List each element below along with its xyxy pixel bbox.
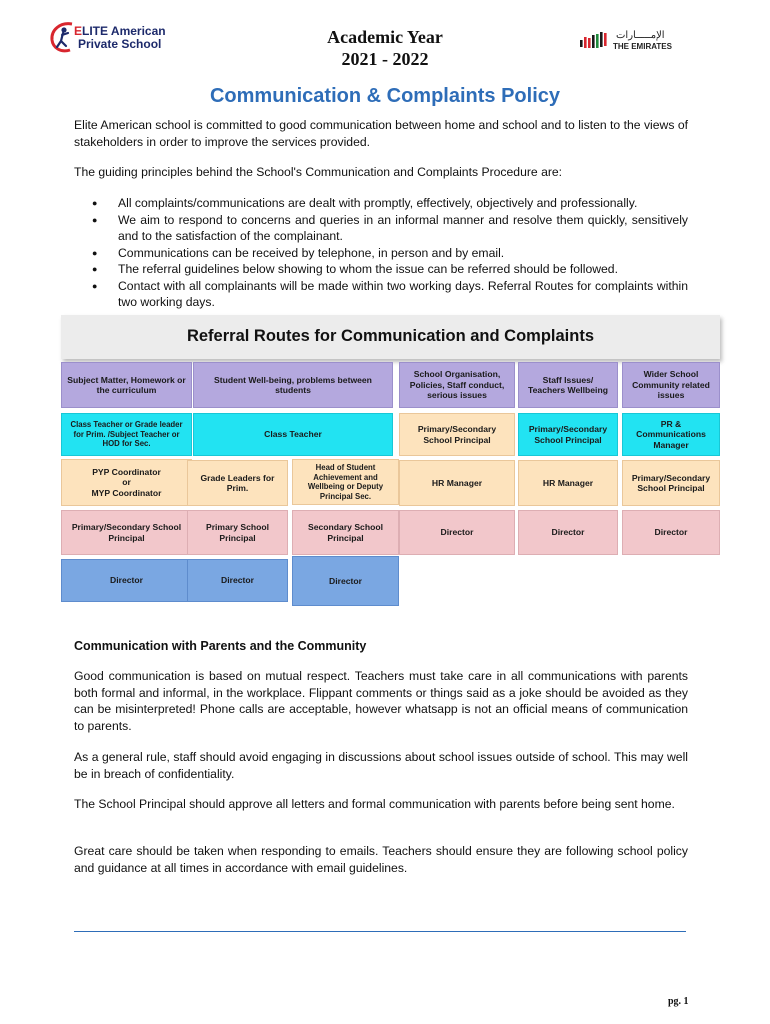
route-director: Director	[399, 510, 515, 555]
intro-paragraph: Elite American school is committed to good communication between home and school and to listen to the views of stakeholders in order to improve the services provided.	[74, 118, 688, 149]
route-school-principal: Primary/Secondary School Principal	[622, 460, 720, 506]
parents-paragraph: Good communication is based on mutual respect. Teachers must take care in all communications with parents both formal and informal, in the workplace. Flippant comments or things said as a joke should be avoided as they can be misinterpreted! Phone calls are acceptable, however whatsapp is not an official means of communication to parents.	[74, 669, 688, 733]
route-class-teacher: Class Teacher	[193, 413, 393, 456]
parents-paragraph: As a general rule, staff should avoid engaging in discussions about school issues outside of school. This may well be in breach of confidentiality.	[74, 750, 688, 781]
emirates-logo-english: THE EMIRATES	[613, 42, 672, 51]
principle-item: ● The referral guidelines below showing to whom the issue can be referred should be followed.	[92, 261, 688, 278]
route-pr-communications: PR & Communications Manager	[622, 413, 720, 456]
principle-item: ● Communications can be received by telephone, in person and by email.	[92, 245, 688, 262]
route-student-wellbeing: Student Well-being, problems between students	[193, 362, 393, 408]
emirates-logo-arabic: الإمـــــارات	[616, 30, 665, 41]
route-director: Director	[518, 510, 618, 555]
route-school-principal: Primary/Secondary School Principal	[518, 413, 618, 456]
school-logo-name-line2: Private School	[78, 37, 162, 51]
route-secondary-principal: Secondary School Principal	[292, 510, 399, 555]
principle-item: ● We aim to respond to concerns and queries in an informal manner and resolve them quickly, sensitively and to the satisfaction of the complainant.	[92, 212, 688, 245]
route-class-teacher-or-hod: Class Teacher or Grade leader for Prim. /Subject Teacher or HOD for Sec.	[61, 413, 192, 456]
route-staff-issues: Staff Issues/ Teachers Wellbeing	[518, 362, 618, 408]
principle-item: ● All complaints/communications are dealt with promptly, effectively, objectively and professionally.	[92, 195, 688, 212]
route-grade-leaders: Grade Leaders for Prim.	[187, 460, 288, 506]
policy-title: Communication & Complaints Policy	[209, 85, 561, 107]
emirates-logo	[580, 30, 690, 54]
page-number: pg. 1	[668, 996, 689, 1007]
route-pyp-myp-coordinator: PYP Coordinator or MYP Coordinator	[61, 459, 192, 506]
parents-paragraph: The School Principal should approve all letters and formal communication with parents before being sent home.	[74, 797, 675, 811]
parents-paragraph: Great care should be taken when responding to emails. Teachers should ensure they are following school policy and guidance at all times in accordance with email guidelines.	[74, 844, 688, 875]
route-wider-community: Wider School Community related issues	[622, 362, 720, 408]
route-director: Director	[622, 510, 720, 555]
principles-list	[92, 195, 688, 311]
route-director: Director	[61, 559, 192, 602]
academic-year-label: Academic Year	[327, 27, 443, 47]
route-director: Director	[292, 556, 399, 606]
footer-divider	[74, 931, 686, 932]
route-school-principal: Primary/Secondary School Principal	[399, 413, 515, 456]
route-head-student-achievement: Head of Student Achievement and Wellbeing or Deputy Principal Sec.	[292, 459, 399, 505]
route-subject-matter: Subject Matter, Homework or the curriculum	[61, 362, 192, 408]
school-logo-name-line1: ELITE American	[74, 24, 166, 38]
academic-year-value: 2021 - 2022	[341, 49, 429, 69]
route-school-organisation: School Organisation, Policies, Staff conduct, serious issues	[399, 362, 515, 408]
emirates-logo-icon	[580, 32, 610, 50]
route-director: Director	[187, 559, 288, 602]
route-hr-manager: HR Manager	[518, 460, 618, 506]
parents-section-heading: Communication with Parents and the Community	[74, 639, 367, 653]
route-school-principal: Primary/Secondary School Principal	[61, 510, 192, 555]
principles-intro: The guiding principles behind the School's Communication and Complaints Procedure are:	[74, 165, 563, 179]
principle-item: ● Contact with all complainants will be made within two working days. Referral Routes for complaints within two working days.	[92, 278, 688, 311]
route-hr-manager: HR Manager	[399, 460, 515, 506]
referral-title: Referral Routes for Communication and Complaints	[186, 327, 595, 345]
route-primary-principal: Primary School Principal	[187, 510, 288, 555]
